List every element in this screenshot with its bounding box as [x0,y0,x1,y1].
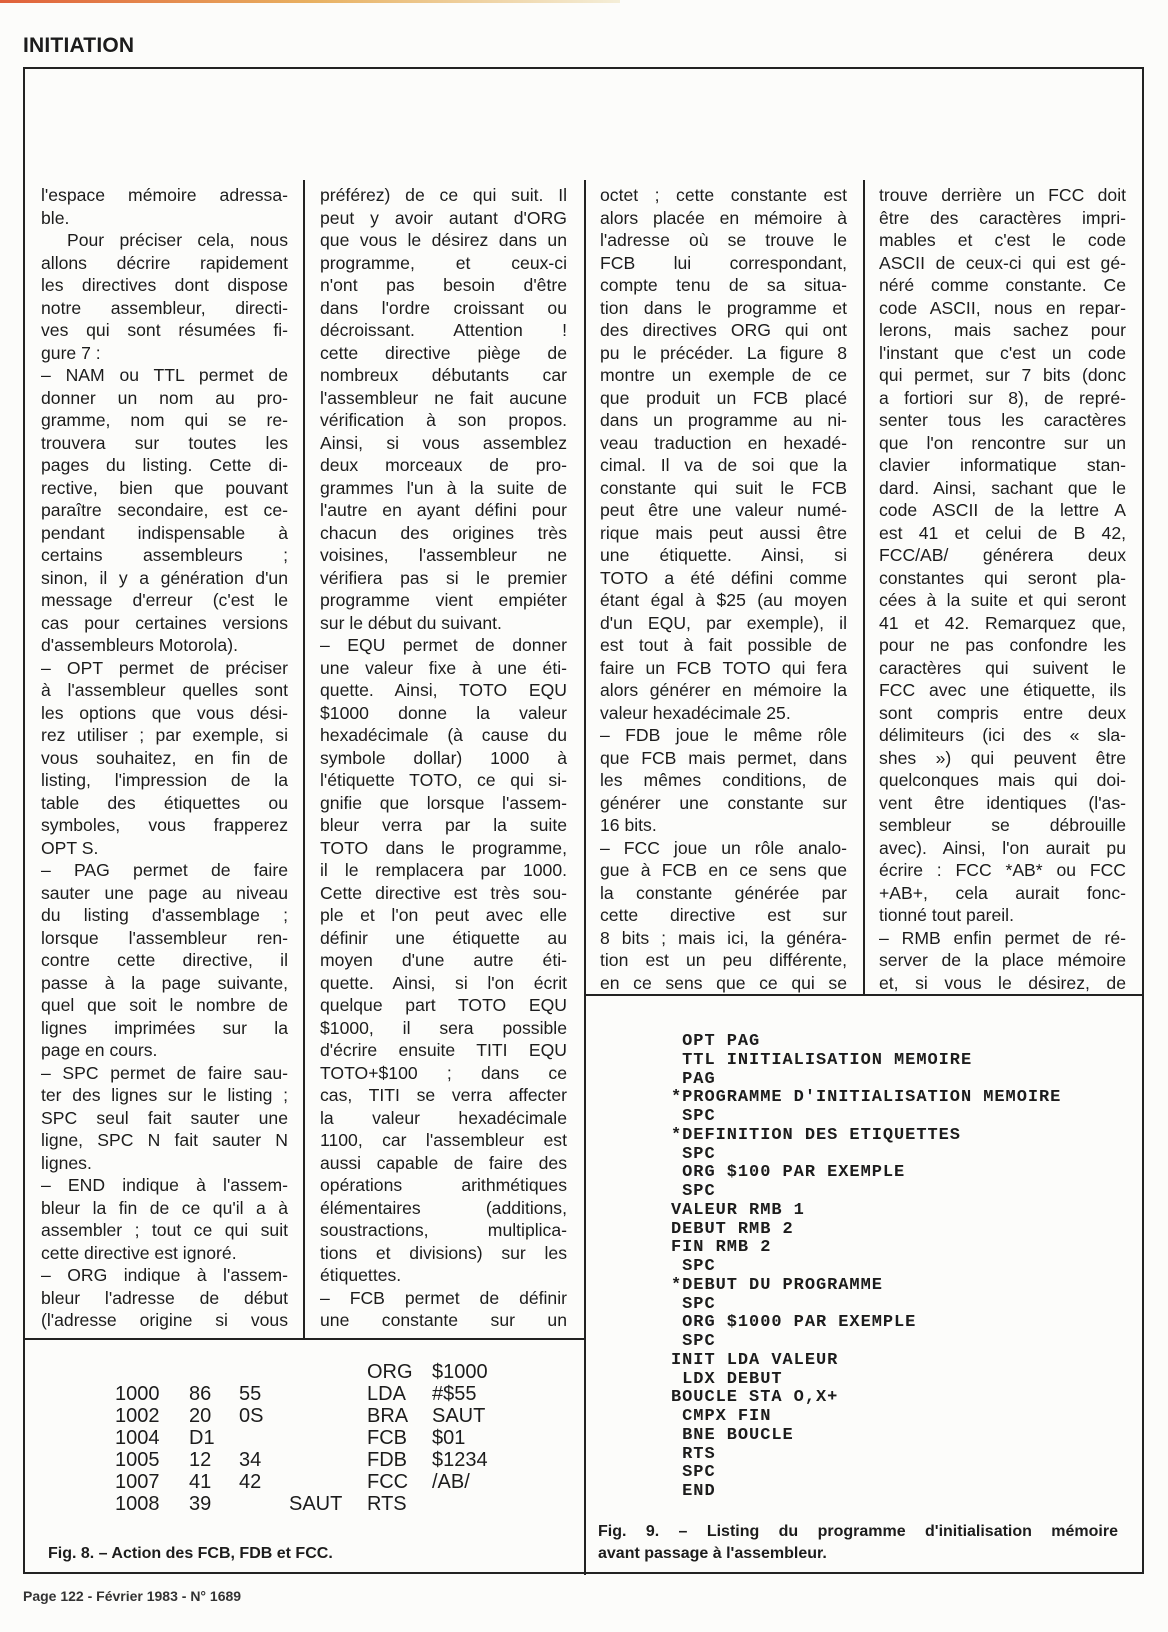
text-line: sembleur se débrouille [879,815,1126,835]
column-divider [303,180,305,1339]
figure-9-caption-line-1: Fig. 9. – Listing du programme d'initialisation mémoire [598,1523,1118,1540]
text-line: que produit un FCB placé [600,387,847,408]
text-line: n'ont pas besoin d'être [320,275,567,295]
code-line: SPC [671,1463,716,1483]
text-line: est tout à fait possible de [600,635,847,655]
text-line: à l'assembleur quelles sont [41,680,288,700]
text-line: symboles, vous frapperez [41,815,288,835]
text-line: une constante sur un [320,1310,567,1330]
text-line: écrire : FCC *AB* ou FCC [879,860,1126,880]
code-line: RTS [671,1444,716,1464]
text-line: des directives ORG qui ont [600,320,847,340]
text-line: – END indique à l'assem- [41,1175,288,1195]
text-line: lorsque l'assembleur ren- [41,927,288,948]
text-column-4 [879,184,1126,994]
text-line: cées à la suite et qui seront [879,590,1126,610]
text-line: TOTO a été défini comme [600,567,847,588]
text-line: – FCB permet de définir [320,1287,567,1308]
figure-9-divider [584,994,1144,996]
text-line: quelque part TOTO EQU [320,995,567,1015]
figure-8-op: FCC [367,1471,409,1493]
page-footer: Page 122 - Février 1983 - N° 1689 [23,1588,242,1604]
figure-8-addr: 1000 [115,1383,160,1405]
code-line: SPC [671,1332,716,1351]
text-line: vérifiera pas si le premier [320,567,567,588]
figure-8-b1: 12 [189,1449,212,1471]
text-line: ASCII de ceux-ci qui est gé- [879,252,1126,273]
text-line: grammes l'un à la suite de [320,477,567,498]
figure-8-operand: SAUT [432,1405,486,1427]
code-line: INIT LDA VALEUR [671,1350,839,1370]
code-line: BOUCLE STA O,X+ [671,1388,839,1408]
text-line: ter des lignes sur le listing ; [41,1085,288,1105]
figure-8-op: FDB [367,1449,407,1471]
text-line: les options que vous dési- [41,702,288,723]
text-line: avec). Ainsi, l'on aurait pu [879,837,1126,858]
figure-8-addr: 1007 [115,1471,160,1493]
text-line: lerons, mais sachez pour [879,320,1126,340]
text-line: rective, bien que pouvant [41,477,288,498]
text-line: en ce sens que ce qui se [600,972,847,993]
text-line: chacun des origines très [320,522,567,543]
text-line: dans l'ordre croissant ou [320,297,567,318]
text-line: 1100, car l'assembleur est [320,1130,567,1150]
figure-8-b1: 20 [189,1405,212,1427]
code-line: SPC [671,1294,716,1314]
figure-8-caption: Fig. 8. – Action des FCB, FDB et FCC. [48,1545,333,1562]
text-line: clavier informatique stan- [879,455,1126,475]
text-line: décroissant. Attention ! [320,320,567,340]
text-line: l'étiquette TOTO, ce qui si- [320,770,567,790]
text-line: cimal. Il va de soi que la [600,455,847,475]
text-line: néré comme constante. Ce [879,275,1126,295]
text-line: alors placée en mémoire à [600,207,847,228]
text-line: mables et c'est le code [879,230,1126,250]
text-line: faire un FCB TOTO qui fera [600,657,847,678]
text-line: ple et l'on peut avec elle [320,905,567,925]
text-line: pages du listing. Cette di- [41,455,288,475]
text-line: hexadécimale (à cause du [320,725,567,745]
text-line: Ainsi, si vous assemblez [320,432,567,453]
code-line: DEBUT RMB 2 [671,1219,794,1239]
text-line: délimiteurs (ici des « sla- [879,725,1126,745]
text-line: code ASCII, nous en repar- [879,297,1126,318]
text-line: l'instant que c'est un code [879,342,1126,363]
text-line: l'autre en ayant défini pour [320,500,567,520]
text-line: FCC/AB/ générera deux [879,545,1126,565]
text-line: 8 bits ; mais ici, la généra- [600,927,847,948]
text-line: allons décrire rapidement [41,252,288,273]
text-line: programme vient empiéter [320,590,567,610]
figure-8-b2: 55 [239,1383,262,1405]
text-line: cette directive piège de [320,342,567,363]
text-line: bleur la fin de ce qu'il a à [41,1197,288,1218]
figure-8-addr: 1002 [115,1405,160,1427]
text-line: voisines, l'assembleur ne [320,545,567,565]
text-line: – SPC permet de faire sau- [41,1062,288,1083]
column-divider [584,180,586,1575]
text-line: quette. Ainsi, si l'on écrit [320,972,567,993]
text-line: cas, TITI se verra affecter [320,1085,567,1105]
text-line: valeur hexadécimale 25. [600,702,791,723]
text-line: programme, et ceux-ci [320,252,567,273]
text-line: assembler ; tout ce qui suit [41,1220,288,1240]
text-line: – NAM ou TTL permet de [41,365,288,385]
text-line: tionné tout pareil. [879,905,1014,925]
text-line: (l'adresse origine si vous [41,1310,288,1330]
text-line: peut y avoir autant d'ORG [320,207,567,228]
text-line: ligne, SPC N fait sauter N [41,1130,288,1150]
code-line: BNE BOUCLE [671,1425,794,1445]
text-line: – EQU permet de donner [320,635,567,655]
text-line: d'assembleurs Motorola). [41,635,238,655]
text-line: du listing d'assemblage ; [41,905,288,925]
text-line: montre un exemple de ce [600,365,847,385]
figure-8-op: LDA [367,1383,406,1405]
text-line: a fortiori sur 8), de repré- [879,387,1126,408]
text-line: cette directive est sur [600,905,847,925]
text-line: cas pour certaines versions [41,612,288,633]
text-line: page en cours. [41,1040,158,1060]
text-line: les directives dont dispose [41,275,288,295]
text-line: rez utiliser ; par exemple, si [41,725,288,745]
figure-8-b1: D1 [189,1427,215,1449]
text-line: trouvera sur toutes les [41,432,288,453]
text-line: notre assembleur, directi- [41,297,288,318]
figure-8-addr: 1008 [115,1493,160,1515]
text-line: listing, l'impression de la [41,770,288,790]
text-line: que FCB mais permet, dans [600,747,847,768]
figure-8-b1: 86 [189,1383,212,1405]
text-line: sauter une page au niveau [41,882,288,903]
figure-8-divider [23,1338,585,1340]
text-line: veau traduction en hexadé- [600,432,847,453]
text-line: SPC seul fait sauter une [41,1107,288,1128]
code-line: SPC [671,1257,716,1276]
figure-8-operand: $01 [432,1427,466,1449]
text-line: code ASCII de la lettre A [879,500,1126,520]
text-line: préférez) de ce qui suit. Il [320,185,567,205]
text-line: donner un nom au pro- [41,387,288,408]
text-line: et, si vous le désirez, de [879,972,1126,993]
text-line: octet ; cette constante est [600,185,847,205]
text-line: une étiquette. Ainsi, si [600,545,847,565]
text-line: alors générer en mémoire la [600,680,847,700]
text-line: $1000, il sera possible [320,1017,567,1038]
text-line: définir une étiquette au [320,927,567,948]
text-line: table des étiquettes ou [41,792,288,813]
figure-8-b2: 42 [239,1471,262,1493]
text-line: message d'erreur (c'est le [41,590,288,610]
text-line: ves qui sont résumées fi- [41,320,288,340]
text-line: bleur verra par la suite [320,815,567,835]
code-line: FIN RMB 2 [671,1238,772,1258]
text-line: constante qui suit le FCB [600,477,847,498]
text-line: générer une constante sur [600,792,847,813]
text-line: dans un programme au ni- [600,410,847,430]
figure-8-b2: 34 [239,1449,262,1471]
text-line: gure 7 : [41,342,101,363]
text-line: – FDB joue le même rôle [600,725,847,745]
code-line: CMPX FIN [671,1407,772,1426]
figure-8-b2: 0S [239,1405,264,1427]
text-line: pendant indispensable à [41,522,288,543]
figure-9-listing [671,1033,1061,1502]
text-line: 16 bits. [600,815,657,835]
figure-8-operand: #$55 [432,1383,477,1405]
code-line: SPC [671,1107,716,1126]
text-line: peut être une valeur numé- [600,500,847,520]
code-line: *DEBUT DU PROGRAMME [671,1275,883,1295]
text-line: deux morceaux de pro- [320,455,567,475]
column-divider [863,180,865,995]
code-line: *PROGRAMME D'INITIALISATION MEMOIRE [671,1088,1062,1108]
text-line: tion est un peu différente, [600,950,847,970]
figure-9-caption-line-2: avant passage à l'assembleur. [598,1545,827,1562]
text-line: sur le début du suivant. [320,612,502,633]
text-line: l'adresse où se trouve le [600,230,847,250]
text-line: Pour préciser cela, nous [67,230,288,250]
text-line: opérations arithmétiques [320,1175,567,1195]
code-line: END [671,1482,716,1501]
figure-8-op: BRA [367,1405,409,1427]
text-line: gue à FCB en ce sens que [600,860,847,880]
section-title: INITIATION [23,34,135,57]
code-line: ORG $100 PAR EXEMPLE [671,1163,906,1183]
text-line: d'un EQU, par exemple), il [600,612,847,633]
text-line: constantes qui seront pla- [879,567,1126,588]
figure-8-b1: 39 [189,1493,212,1515]
text-line: – ORG indique à l'assem- [41,1265,288,1285]
text-line: quette. Ainsi, TOTO EQU [320,680,567,700]
text-line: trouve derrière un FCC doit [879,185,1126,205]
text-line: caractères qui suivent le [879,657,1126,678]
text-line: – FCC joue un rôle analo- [600,837,847,858]
figure-8-addr: 1004 [115,1427,160,1449]
figure-8-label: SAUT [289,1493,343,1515]
text-column-1 [41,184,288,1332]
figure-8-b1: 41 [189,1471,212,1493]
code-line: ORG $1000 PAR EXEMPLE [671,1313,917,1333]
figure-8-operand: $1000 [432,1361,488,1383]
text-line: vent être identiques (l'as- [879,792,1126,813]
text-line: que vous le désirez dans un [320,230,567,250]
text-line: quel que soit le nombre de [41,995,288,1015]
text-line: server de la place mémoire [879,950,1126,970]
text-line: tions et divisions) sur les [320,1242,567,1263]
text-line: d'écrire ensuite TITI EQU [320,1040,567,1060]
text-line: $1000 donne la valeur [320,702,567,723]
text-line: gnifie que lorsque l'assem- [320,792,567,813]
text-line: vérification à son propos. [320,410,567,430]
text-line: gramme, nom qui se re- [41,410,288,430]
code-line: *DEFINITION DES ETIQUETTES [671,1125,961,1145]
text-line: TOTO+$100 ; dans ce [320,1062,567,1083]
text-line: est 41 et celui de B 42, [879,522,1126,543]
figure-8-op: ORG [367,1361,413,1383]
text-line: que l'on rencontre sur un [879,432,1126,453]
figure-8-operand: $1234 [432,1449,488,1471]
text-line: sont compris entre deux [879,702,1126,723]
code-line: PAG [671,1069,716,1089]
figure-8-op: FCB [367,1427,407,1449]
text-line: cette directive est ignoré. [41,1242,237,1263]
text-line: – OPT permet de préciser [41,657,288,678]
text-line: ble. [41,207,70,228]
text-line: étiquettes. [320,1265,402,1285]
text-line: être des caractères impri- [879,207,1126,228]
text-line: rique mais peut aussi être [600,522,847,543]
text-line: TOTO dans le programme, [320,837,567,858]
code-line: TTL INITIALISATION MEMOIRE [671,1050,973,1070]
text-line: la constante générée par [600,882,847,903]
code-line: LDX DEBUT [671,1369,783,1389]
text-line: aussi capable de faire des [320,1152,567,1173]
text-line: Cette directive est très sou- [320,882,567,903]
text-line: la valeur hexadécimale [320,1107,567,1128]
text-line: il le remplacera par 1000. [320,860,567,880]
text-line: pu le précéder. La figure 8 [600,342,847,363]
text-line: nombreux débutants car [320,365,567,385]
figure-8-operand: /AB/ [432,1471,470,1493]
text-line: quelconques mais qui doi- [879,770,1126,790]
text-line: certains assembleurs ; [41,545,288,565]
text-line: FCB lui correspondant, [600,252,847,273]
text-line: pour ne pas confondre les [879,635,1126,655]
text-line: bleur l'adresse de début [41,1287,288,1308]
text-line: vous souhaitez, en fin de [41,747,288,768]
code-line: SPC [671,1182,716,1201]
text-line: passe à la page suivante, [41,972,288,993]
text-line: étant égal à $25 (au moyen [600,590,847,610]
figure-8-op: RTS [367,1493,407,1515]
text-line: compte tenu de sa situa- [600,275,847,295]
text-line: lignes. [41,1152,92,1173]
text-column-2 [320,184,567,1332]
text-line: dard. Ainsi, sachant que le [879,477,1126,498]
text-line: shes ») qui peuvent être [879,747,1126,768]
text-line: élémentaires (additions, [320,1197,567,1218]
text-line: OPT S. [41,837,99,858]
text-line: l'assembleur ne fait aucune [320,387,567,408]
code-line: VALEUR RMB 1 [671,1200,805,1220]
text-line: l'espace mémoire adressa- [41,185,288,205]
text-line: les mêmes conditions, de [600,770,847,790]
text-column-3 [600,184,847,994]
code-line: OPT PAG [671,1032,761,1051]
code-line: SPC [671,1144,716,1164]
text-line: sinon, il y a génération d'un [41,567,288,588]
text-line: qui permet, sur 7 bits (donc [879,365,1126,385]
top-color-stripe [0,0,620,3]
text-line: contre cette directive, il [41,950,288,970]
text-line: – PAG permet de faire [41,860,288,880]
text-line: moyen d'une autre éti- [320,950,567,970]
figure-8-addr: 1005 [115,1449,160,1471]
text-line: soustractions, multiplica- [320,1220,567,1240]
text-line: – RMB enfin permet de ré- [879,927,1126,948]
text-line: FCC avec une étiquette, ils [879,680,1126,700]
text-line: lignes imprimées sur la [41,1017,288,1038]
text-line: tion dans le programme et [600,297,847,318]
text-line: 41 et 42. Remarquez que, [879,612,1126,633]
text-line: +AB+, cela aurait fonc- [879,882,1126,903]
text-line: senter tous les caractères [879,410,1126,430]
text-line: paraître secondaire, est ce- [41,500,288,520]
text-line: une valeur fixe à une éti- [320,657,567,678]
text-line: symbole dollar) 1000 à [320,747,567,768]
